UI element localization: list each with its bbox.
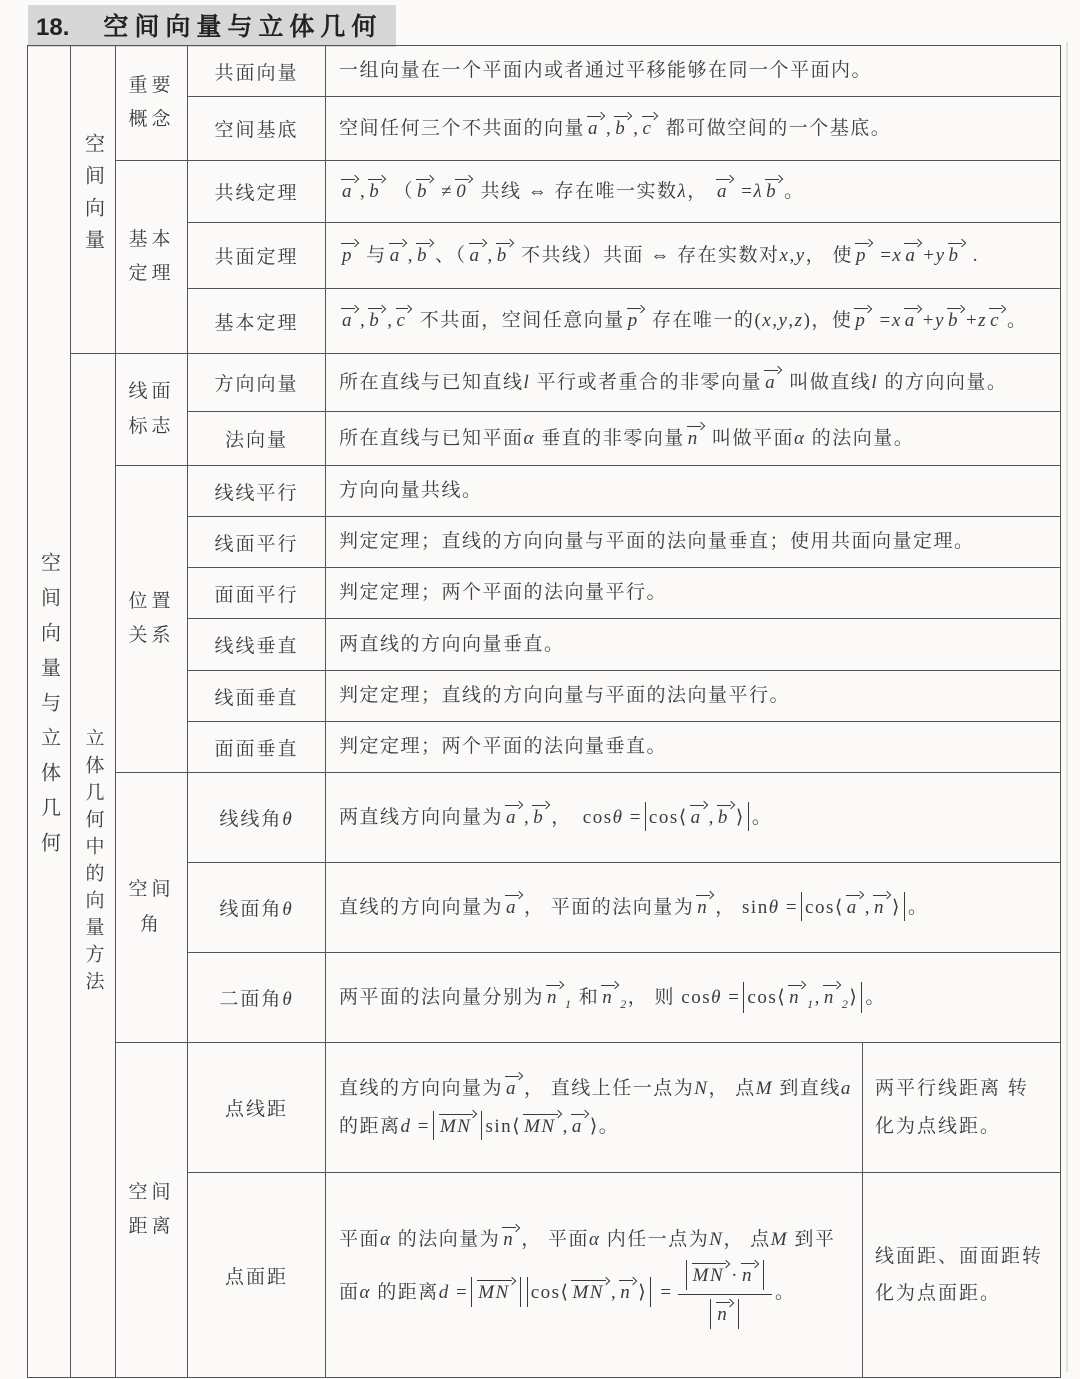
row-content-line-plane-angle: 直线的方向向量为 a ， 平面的法向量为 n ， sinθ = cos⟨ a , n ⟩ 。 [326,863,1061,953]
row-label-plane-plane-parallel: 面面平行 [188,568,326,619]
title-highlight [28,5,396,47]
group-basic-theorems-cell: 基本定理 [116,161,188,354]
note-point-line-distance: 两平行线距离 转化为点线距。 [863,1043,1061,1173]
row-content-point-line-distance: 直线的方向向量为 a ， 直线上任一点为N， 点M 到直线a 的距离d = MN sin⟨ MN , a ⟩。 [326,1043,863,1173]
section-space-vectors-label: 空间向量 [81,133,104,261]
row-label-coplanar-theorem: 共面定理 [188,223,326,289]
row-content-line-line-parallel: 方向向量共线。 [326,466,1061,517]
section-number: 18. [36,14,70,41]
row-content-line-plane-perpendicular: 判定定理；直线的方向向量与平面的法向量平行。 [326,671,1061,722]
row-label-point-plane-distance: 点面距 [188,1173,326,1378]
row-label-plane-plane-perpendicular: 面面垂直 [188,722,326,773]
row-content-space-basis: 空间任何三个不共面的向量 a , b , c 都可做空间的一个基底。 [326,97,1061,161]
row-label-normal-vector: 法向量 [188,412,326,466]
main-table [27,45,1061,1378]
row-label-line-plane-angle: 线面角θ [188,863,326,953]
spine-label: 空间向量与立体几何 [37,551,60,867]
row-content-fundamental-theorem: a , b , c 不共面，空间任意向量 p 存在唯一的(x,y,z)，使 p =x a +y b +z c 。 [326,289,1061,354]
row-label-collinear-theorem: 共线定理 [188,161,326,223]
group-line-plane-markers-cell: 线面标志 [116,354,188,466]
row-content-plane-plane-perpendicular: 判定定理；两个平面的法向量垂直。 [326,722,1061,773]
row-content-coplanar-theorem: p 与 a , b 、（ a , b 不共线）共面 ⇔ 存在实数对x,y， 使 p =x a +y b . [326,223,1061,289]
row-content-line-line-angle: 两直线方向向量为 a , b ， cosθ = cos⟨ a , b ⟩ 。 [326,773,1061,863]
row-label-line-line-angle: 线线角θ [188,773,326,863]
row-label-fundamental-theorem: 基本定理 [188,289,326,354]
row-content-dihedral-angle: 两平面的法向量分别为 n $_1$ 和 n $_2$， 则 cosθ = cos⟨ n $_1$, n $_2$⟩ 。 [326,953,1061,1043]
row-content-line-line-perpendicular: 两直线的方向向量垂直。 [326,619,1061,671]
row-label-line-plane-parallel: 线面平行 [188,517,326,568]
section-space-vectors-cell [71,46,116,354]
group-position-relations-cell: 位置关系 [116,466,188,773]
spine-cell [28,46,71,1378]
row-content-normal-vector: 所在直线与已知平面α 垂直的非零向量 n 叫做平面α 的法向量。 [326,412,1061,466]
row-content-coplanar-vector: 一组向量在一个平面内或者通过平移能够在同一个平面内。 [326,46,1061,97]
row-label-direction-vector: 方向向量 [188,354,326,412]
row-content-direction-vector: 所在直线与已知直线l 平行或者重合的非零向量 a 叫做直线l 的方向向量。 [326,354,1061,412]
section-title-bar [28,5,396,47]
group-space-angles-cell: 空间角 [116,773,188,1043]
scan-artifact-line [1066,42,1068,1372]
row-label-space-basis: 空间基底 [188,97,326,161]
note-point-plane-distance: 线面距、面面距转化为点面距。 [863,1173,1061,1378]
row-content-line-plane-parallel: 判定定理；直线的方向向量与平面的法向量垂直；使用共面向量定理。 [326,517,1061,568]
row-label-line-line-perpendicular: 线线垂直 [188,619,326,671]
row-content-collinear-theorem: a , b （ b ≠ 0 共线 ⇔ 存在唯一实数λ， a =λ b 。 [326,161,1061,223]
row-label-dihedral-angle: 二面角θ [188,953,326,1043]
row-label-line-line-parallel: 线线平行 [188,466,326,517]
page-title: 空间向量与立体几何 [103,14,383,41]
section-solid-method-cell [71,354,116,1378]
row-label-coplanar-vector: 共面向量 [188,46,326,97]
group-space-distances-cell: 空间距离 [116,1043,188,1378]
row-label-point-line-distance: 点线距 [188,1043,326,1173]
section-solid-method-label: 立体几何中的向量方法 [82,728,104,998]
row-content-plane-plane-parallel: 判定定理；两个平面的法向量平行。 [326,568,1061,619]
row-label-line-plane-perpendicular: 线面垂直 [188,671,326,722]
group-key-concepts-cell: 重要概念 [116,46,188,161]
row-content-point-plane-distance: 平面α 的法向量为 n ， 平面α 内任一点为N， 点M 到平面α 的距离d = MN cos⟨ MN , n ⟩ = $\frac{MN \cdot n}{n}$ 。 [326,1173,863,1378]
